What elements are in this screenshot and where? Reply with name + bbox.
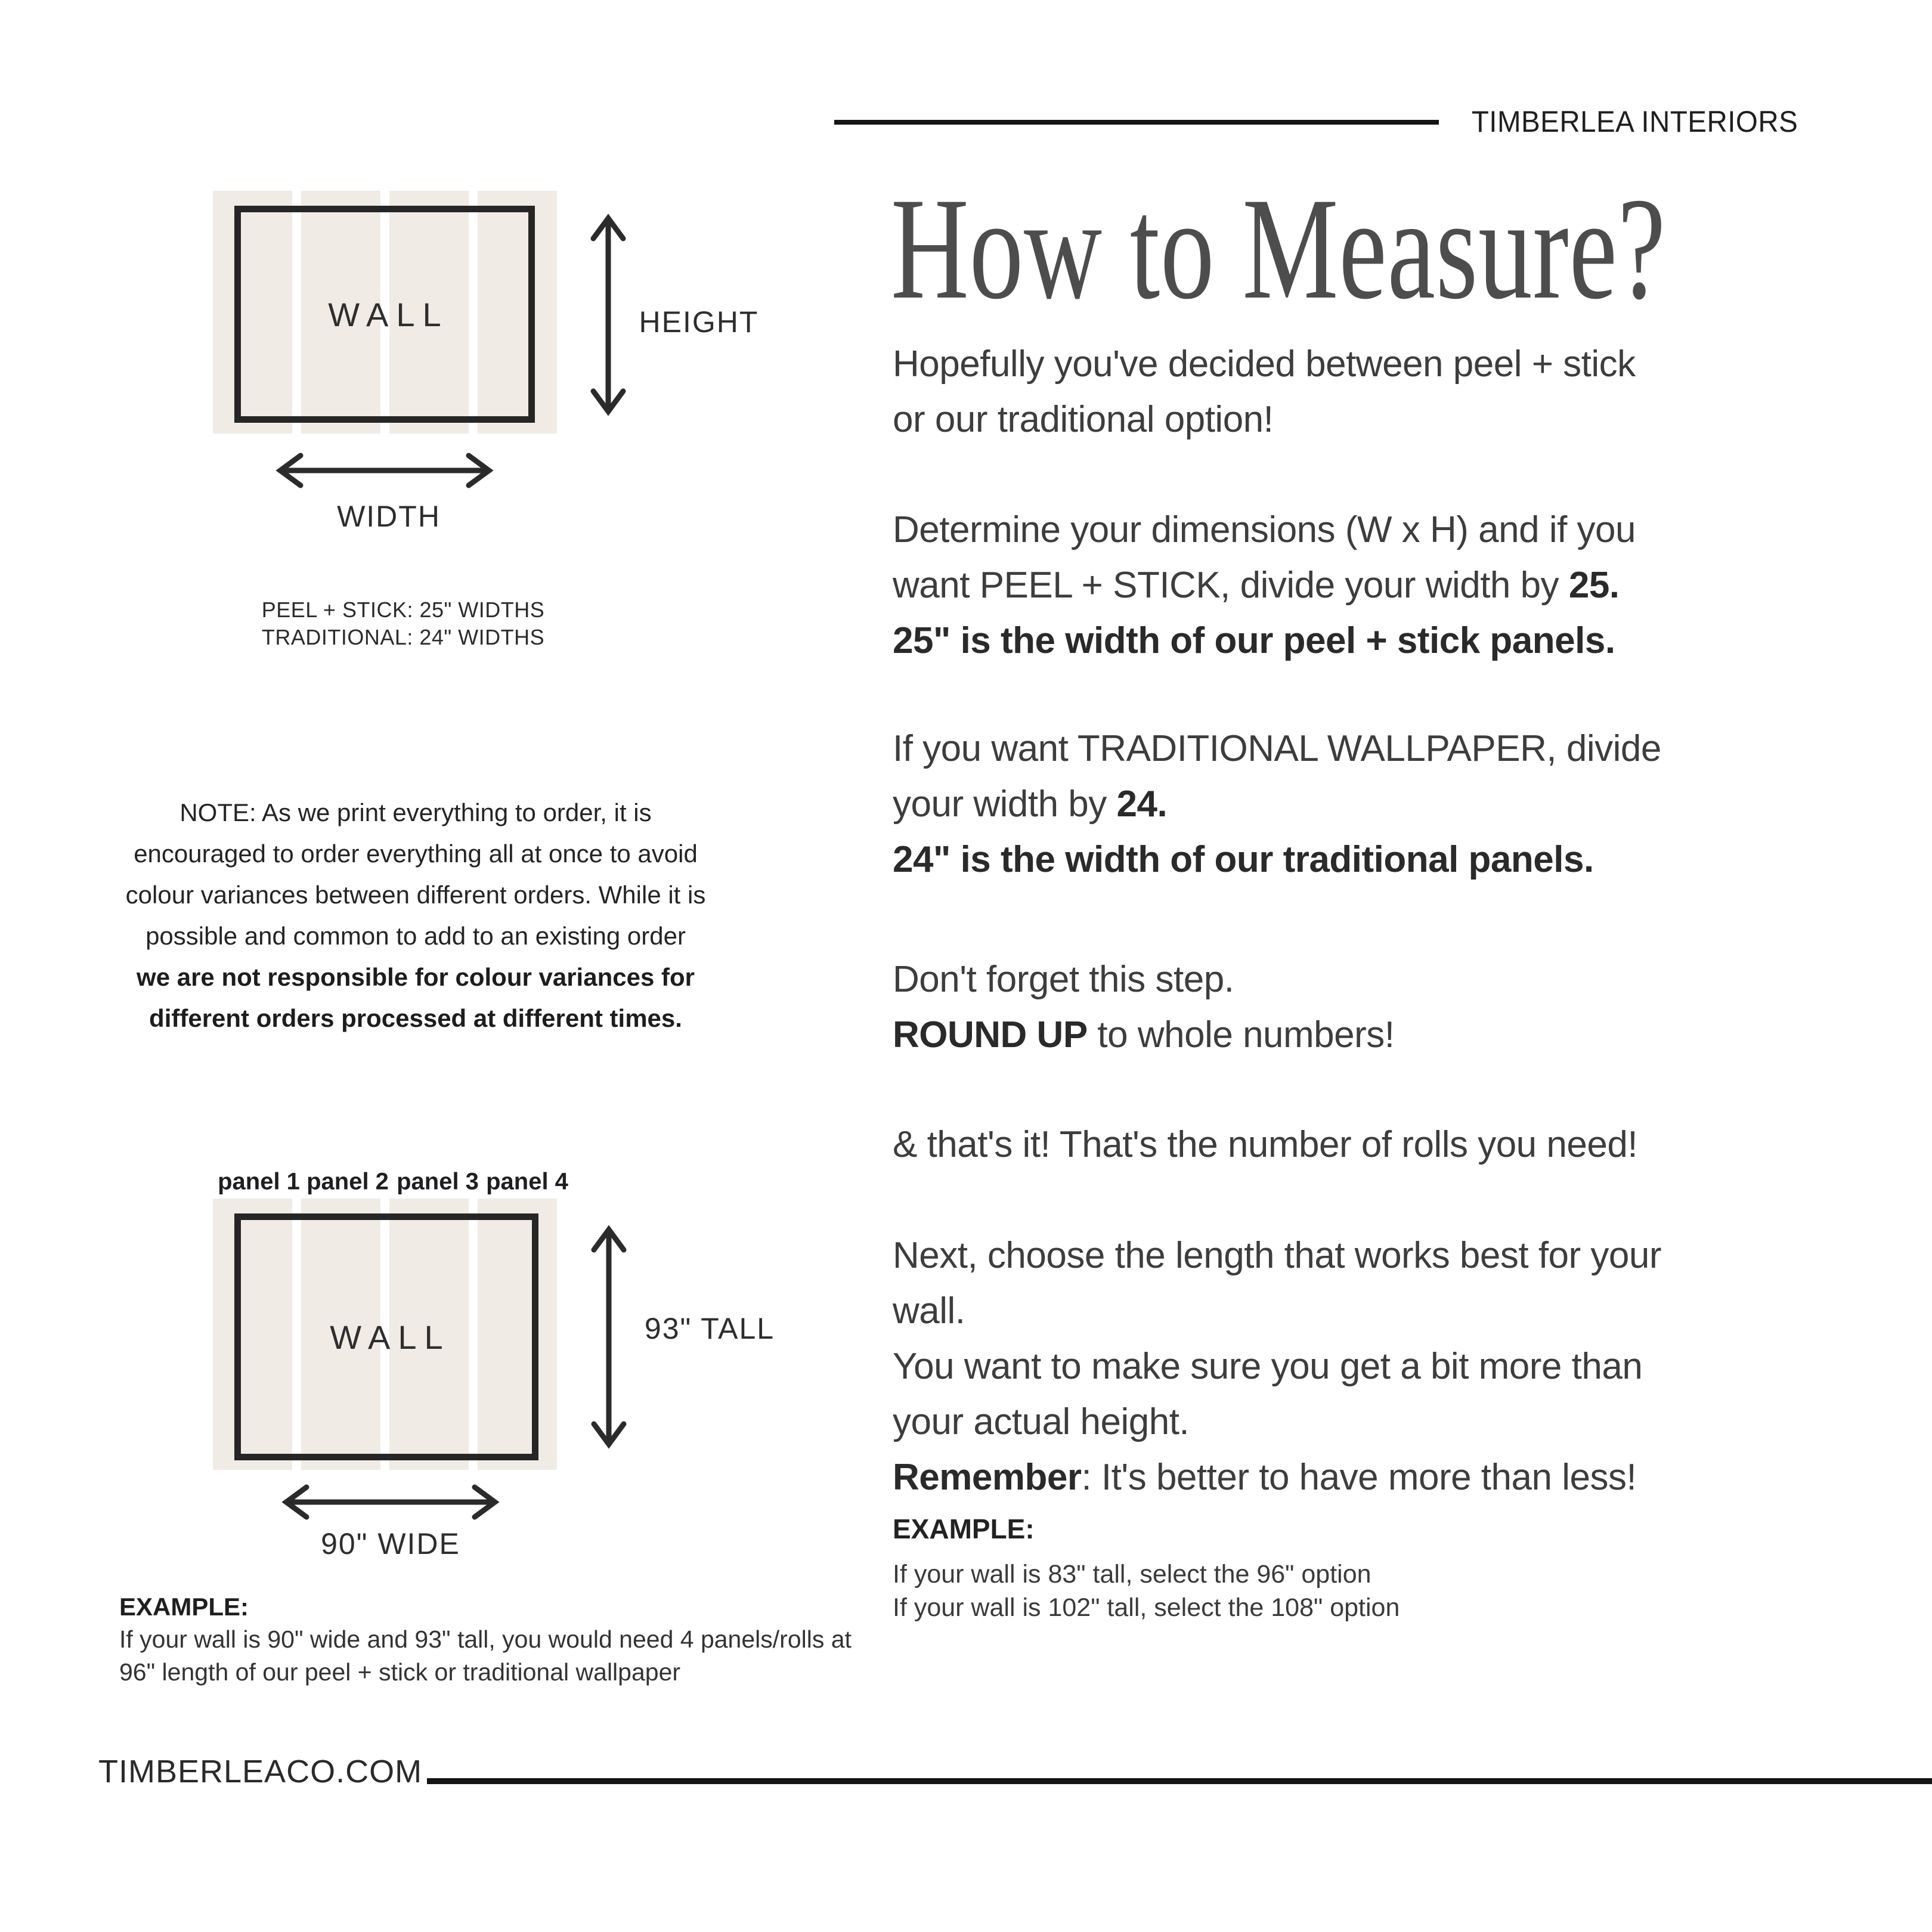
text-line: Hopefully you've decided between peel + stick bbox=[893, 343, 1636, 385]
wall-label-top: WALL bbox=[328, 295, 449, 333]
text-line bbox=[893, 776, 1661, 832]
wall-outline-top bbox=[234, 206, 535, 423]
bold-text-line: 25" is the width of our peel + stick panels. bbox=[893, 620, 1615, 661]
tall-arrow-icon bbox=[582, 1212, 636, 1462]
text-line bbox=[893, 1007, 1395, 1063]
text-line bbox=[893, 558, 1636, 613]
text-line: encouraged to order everything all at once to avoid bbox=[134, 840, 698, 868]
panel-width-caption bbox=[165, 596, 642, 651]
width-dimension-label: WIDTH bbox=[337, 500, 441, 533]
header-divider-line bbox=[834, 120, 1439, 125]
length-paragraph bbox=[893, 1228, 1661, 1505]
text-line: TRADITIONAL: 24" WIDTHS bbox=[261, 625, 545, 649]
text-line: 96" length of our peel + stick or traditional wallpaper bbox=[119, 1658, 681, 1686]
height-dimension-label: HEIGHT bbox=[639, 305, 759, 339]
text-line: You want to make sure you get a bit more than bbox=[893, 1346, 1643, 1387]
text-line: If your wall is 102" tall, select the 108" option bbox=[893, 1593, 1400, 1622]
bold-text-run: ROUND UP bbox=[893, 1014, 1088, 1055]
bold-text-line: 24" is the width of our traditional panels. bbox=[893, 839, 1594, 880]
example-heading-right: EXAMPLE: bbox=[893, 1513, 1035, 1544]
text-line: or our traditional option! bbox=[893, 399, 1274, 440]
width-arrow-icon bbox=[262, 447, 507, 494]
text-line bbox=[893, 1450, 1661, 1505]
text-line: If your wall is 90" wide and 93" tall, you would need 4 panels/rolls at bbox=[119, 1626, 852, 1653]
traditional-paragraph bbox=[893, 721, 1661, 887]
text-run: your width by bbox=[893, 784, 1117, 825]
page-title: How to Measure? bbox=[891, 168, 1666, 329]
colour-variance-note bbox=[88, 792, 744, 1039]
panel-3-label: panel 3 bbox=[397, 1168, 479, 1195]
panel-1-label: panel 1 bbox=[218, 1168, 300, 1195]
text-line: your actual height. bbox=[893, 1401, 1190, 1442]
example-left bbox=[119, 1623, 852, 1689]
text-line: Next, choose the length that works best for your bbox=[893, 1235, 1662, 1276]
brand-name: TIMBERLEA INTERIORS bbox=[1471, 105, 1798, 138]
wall-width-dimension-label: 90" WIDE bbox=[321, 1527, 460, 1561]
intro-paragraph bbox=[893, 336, 1636, 447]
wall-outline-bottom bbox=[234, 1213, 538, 1460]
text-line: Determine your dimensions (W x H) and if you bbox=[893, 509, 1636, 550]
text-line: wall. bbox=[893, 1290, 965, 1332]
text-run: to whole numbers! bbox=[1087, 1014, 1395, 1055]
text-line: If you want TRADITIONAL WALLPAPER, divide bbox=[893, 728, 1661, 769]
bold-text-line: different orders processed at different times. bbox=[149, 1004, 682, 1032]
website-url: TIMBERLEACO.COM bbox=[98, 1754, 423, 1789]
wide-arrow-icon bbox=[268, 1478, 513, 1526]
round-up-paragraph bbox=[893, 952, 1395, 1063]
text-line: & that's it! That's the number of rolls you need! bbox=[893, 1124, 1638, 1165]
text-line: possible and common to add to an existing order bbox=[145, 922, 686, 950]
example-right bbox=[893, 1558, 1400, 1624]
text-line: PEEL + STICK: 25" WIDTHS bbox=[261, 597, 545, 622]
bold-text-run: 24. bbox=[1116, 784, 1168, 825]
rolls-needed-paragraph bbox=[893, 1117, 1637, 1172]
text-run: : It's better to have more than less! bbox=[1081, 1457, 1637, 1498]
footer-divider-line bbox=[427, 1778, 1932, 1784]
bold-text-run: 25. bbox=[1568, 565, 1620, 606]
height-arrow-icon bbox=[581, 200, 635, 429]
bold-text-run: Remember bbox=[893, 1457, 1082, 1498]
text-line: Don't forget this step. bbox=[893, 959, 1234, 1000]
text-line: NOTE: As we print everything to order, it is bbox=[179, 798, 652, 826]
text-line: If your wall is 83" tall, select the 96" option bbox=[893, 1560, 1371, 1589]
panel-2-label: panel 2 bbox=[306, 1168, 389, 1195]
example-heading-left: EXAMPLE: bbox=[119, 1593, 249, 1621]
peel-stick-paragraph bbox=[893, 502, 1636, 668]
text-line: colour variances between different orders. While it is bbox=[125, 881, 706, 909]
wall-height-dimension-label: 93" TALL bbox=[644, 1312, 775, 1345]
text-run: want PEEL + STICK, divide your width by bbox=[893, 565, 1569, 606]
panel-4-label: panel 4 bbox=[486, 1168, 568, 1195]
wall-label-bottom: WALL bbox=[330, 1318, 451, 1356]
bold-text-line: we are not responsible for colour variances for bbox=[137, 963, 695, 991]
